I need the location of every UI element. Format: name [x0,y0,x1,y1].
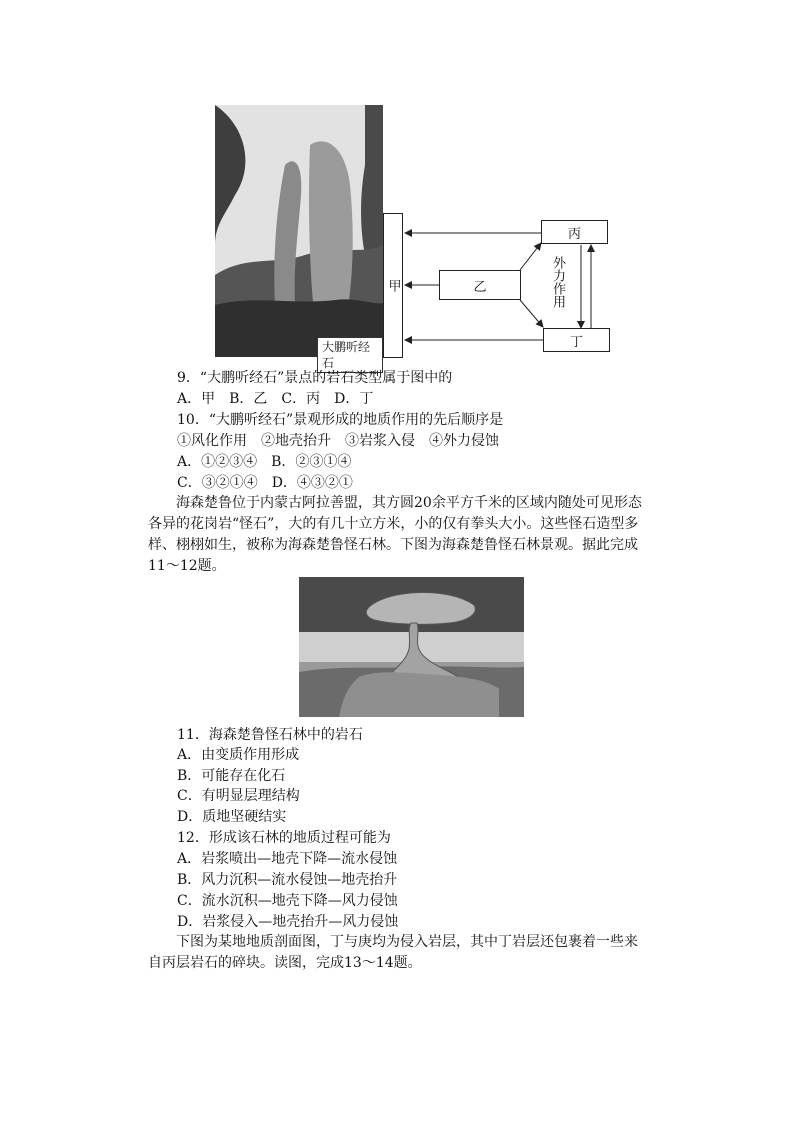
q10-stem: 10．“大鹏听经石”景观形成的地质作用的先后顺序是 [177,412,504,428]
rock-box-bing [541,220,608,244]
rock-label-jia: 甲 [385,279,401,292]
q11-stem: 11．海森楚鲁怪石林中的岩石 [177,727,363,743]
outer-force-label: 外力作用 [550,256,565,308]
rock-box-jia [383,213,403,358]
q11-option-c: C．有明显层理结构 [177,788,300,804]
q12-option-d: D．岩浆侵入—地壳抬升—风力侵蚀 [177,914,399,930]
rock-box-ding [543,328,610,352]
q12-option-a: A．岩浆喷出—地壳下降—流水侵蚀 [177,851,398,867]
arrow-yi-to-bing [520,243,541,270]
rock-label-bing: 丙 [567,226,581,242]
rock-label-yi: 乙 [473,279,487,295]
photo-caption: 大鹏听经石 [317,337,383,373]
photo-haisenchulu-stone-forest [299,577,524,717]
q11-option-b: B．可能存在化石 [177,768,286,784]
arrow-yi-to-ding [520,300,543,327]
rock-box-yi [439,270,521,300]
rock-label-ding: 丁 [569,334,583,350]
q11-option-d: D．质地坚硬结实 [177,809,287,825]
q12-option-c: C．流水沉积—地壳下降—风力侵蚀 [177,893,398,909]
q10-items: ①风化作用 ②地壳抬升 ③岩浆入侵 ④外力侵蚀 [177,433,499,449]
passage-haisenchulu: 海森楚鲁位于内蒙古阿拉善盟，其方圆20余平方千米的区域内随处可见形态各异的花岗岩“怪石”，大的有几十立方米，小的仅有拳头大小。这些怪石造型多样、栩栩如生，被称为海森楚鲁怪石林。下图为海森楚鲁怪石林景观。据此完成11～12题。 [148,495,642,574]
q12-option-b: B．风力沉积—流水侵蚀—地壳抬升 [177,872,398,888]
q10-options-row2: C．③②①④ D．④③②① [177,475,353,491]
q9-options: A．甲 B．乙 C．丙 D．丁 [177,391,374,407]
passage-geologic-profile: 下图为某地地质剖面图，丁与庚均为侵入岩层，其中丁岩层还包裹着一些来自丙层岩石的碎块。读图，完成13～14题。 [148,934,638,971]
q9-stem: 9．“大鹏听经石”景点的岩石类型属于图中的 [177,370,453,386]
q10-options-row1: A．①②③④ B．②③①④ [177,454,352,470]
q11-option-a: A．由变质作用形成 [177,747,300,763]
rock-landscape-photo [215,105,383,357]
mushroom-rock-photo [299,577,524,717]
q12-stem: 12．形成该石林的地质过程可能为 [177,830,391,846]
photo-dapeng-tingjing-stone [215,105,383,370]
